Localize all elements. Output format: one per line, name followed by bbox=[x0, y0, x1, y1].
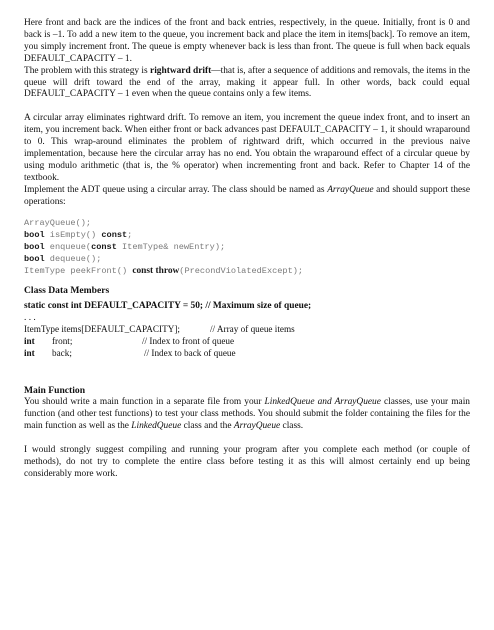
paragraph-implement bbox=[24, 185, 470, 209]
code-line-dequeue: bool dequeue(); bbox=[24, 253, 102, 264]
paragraph-queue-indices: Here front and back are the indices of the front and back entries, respectively, in the queue. Initially, front is 0 and back is –1. To add a new item to the queue, you increment back and place the item in items[back]. To remove an item, you simply increment front. The queue is empty whenever back is less than front. The queue is full when back equals DEFAULT_CAPACITY – 1. bbox=[24, 18, 470, 64]
drift-text-start: The problem with this strategy is bbox=[24, 65, 151, 76]
operations-code-block bbox=[24, 217, 470, 277]
drift-term: rightward drift bbox=[150, 65, 212, 76]
class-name-arrayqueue: ArrayQueue bbox=[327, 184, 374, 195]
code-line-constructor: ArrayQueue(); bbox=[24, 217, 92, 228]
code-line-enqueue: bool enqueue(const ItemType& newEntry); bbox=[24, 241, 226, 252]
document-page bbox=[24, 18, 470, 481]
ellipsis-line: . . . bbox=[24, 312, 36, 323]
member-front-row: int front; // Index to front of queue bbox=[24, 336, 235, 346]
static-capacity-line: static const int DEFAULT_CAPACITY = 50; // Maximum size of queue; bbox=[24, 300, 312, 311]
implement-text-start: Implement the ADT queue using a circular array. The class should be named as bbox=[24, 184, 328, 195]
code-line-peekfront: ItemType peekFront() const throw(PrecondViolatedExcept); bbox=[24, 265, 304, 276]
code-line-isempty: bool isEmpty() const; bbox=[24, 229, 133, 240]
member-back-row: int back; // Index to back of queue bbox=[24, 347, 236, 358]
paragraph-advice: I would strongly suggest compiling and running your program after you complete each method (or couple of methods), do not try to complete the entire class before testing it as this will almost certainly end up being considerably more work. bbox=[24, 444, 470, 479]
class-data-members-heading: Class Data Members bbox=[24, 284, 110, 296]
main-function-heading: Main Function bbox=[24, 385, 86, 397]
member-items-row: ItemType items[DEFAULT_CAPACITY]; // Array of queue items bbox=[24, 324, 295, 335]
paragraph-main-function: You should write a main function in a separate file from your LinkedQueue and ArrayQueue classes, use your main function (and other test functions) to test your class methods. You should submit the folder containing the files for the main function as well as the LinkedQueue class and the ArrayQueue class. bbox=[24, 397, 470, 431]
implement-text-end: and should support these operations: bbox=[24, 184, 470, 207]
drift-text-end: —that is, after a sequence of additions and removals, the items in the queue will drift toward the end of the array, making it appear full. In other words, back could equal DEFAULT_CAPACITY – 1 even when the queue contains only a few items. bbox=[24, 65, 471, 100]
paragraph-circular-array: A circular array eliminates rightward drift. To remove an item, you increment the queue index front, and to insert an item, you increment back. When either front or back advances past DEFAULT_CAPACITY – 1, it should wraparound to 0. This wrap-around eliminates the problem of rightward drift, which occurred in the previous naive implementation, because here the circular array has no end. You obtain the wraparound effect of a circular queue by using modulo arithmetic (that is, the % operator) when incrementing front and back. Refer to Chapter 14 of the textbook. bbox=[24, 113, 470, 183]
paragraph-rightward-drift bbox=[24, 66, 470, 102]
